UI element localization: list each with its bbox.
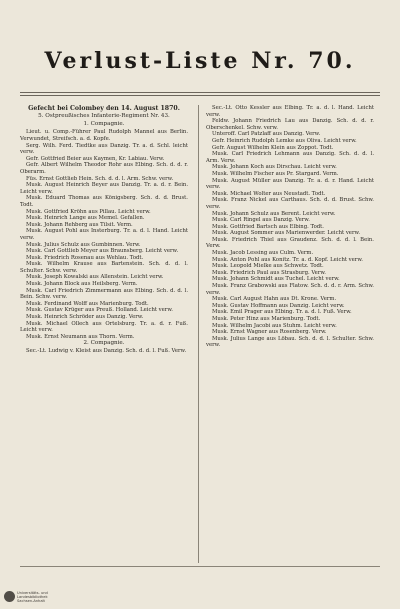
casualty-entry: Musk. Ernst Wagner aus Rosenberg. Verw.	[212, 329, 327, 336]
library-logo-icon	[4, 591, 15, 602]
title-rule-bottom	[20, 95, 380, 96]
left-entry-list	[20, 129, 188, 340]
casualty-entry: Musk. Heinrich Schröder aus Danzig. Verw.	[26, 314, 144, 321]
casualty-entry: Musk. Gottfried Kröhn aus Pillau. Leicht verw.	[26, 208, 151, 215]
column-separator	[198, 105, 199, 563]
casualty-entry: Musk. Johann Rehberg aus Tilsit. Verm.	[26, 221, 133, 228]
page-title: Verlust-Liste Nr. 70.	[44, 48, 356, 74]
casualty-entry: Musk. Heinrich Lange aus Memel. Gefallen.	[26, 215, 145, 222]
casualty-entry: Serg. Wilh. Ferd. Tiedtke aus Danzig. Tr. a. d. Schl. leicht verw.	[20, 142, 188, 156]
casualty-entry: Musk. Wilhelm Krause aus Bartenstein. Sch. d. d. l. Schulter. Schw. verw.	[20, 261, 188, 274]
casualty-entry: Musk. Wilhelm Fischer aus Pr. Stargard. Verm.	[212, 170, 339, 177]
casualty-entry: Musk. Carl Gottlieb Meyer aus Braunsberg. Leicht verw.	[26, 248, 179, 255]
casualty-entry: Musk. Friedrich Thiel aus Graudenz. Sch. d. d. l. Bein. Verw.	[206, 236, 374, 250]
right-entry-list	[206, 105, 374, 349]
bottom-rule	[20, 566, 380, 567]
casualty-entry: Musk. Johann Schulz aus Berent. Leicht verw.	[212, 210, 336, 217]
casualty-entry: Musk. Michael Ollech aus Ortelsburg. Tr. a. d. r. Fuß. Leicht verw.	[20, 320, 188, 334]
casualty-entry: Unteroff. Carl Patzlaff aus Danzig. Verw.	[212, 131, 321, 138]
casualty-entry: Füs. Ernst Gottlieb Hein. Sch. d. d. l. Arm. Schw. verw.	[26, 175, 174, 182]
casualty-entry: Musk. Leopold Mielke aus Schwetz. Todt.	[212, 263, 324, 270]
casualty-entry: Feldw. Johann Friedrich Lau aus Danzig. Sch. d. d. r. Oberschenkel. Schw. verw.	[206, 118, 374, 131]
casualty-entry: Musk. Gottfried Bartsch aus Elbing. Todt.	[212, 223, 324, 230]
casualty-entry: Gefr. Gottfried Beier aus Kaymen, Kr. Labiau. Verw.	[26, 155, 165, 162]
library-stamp-text: Universitäts- und Landesbibliothek Sachsen-Anhalt	[17, 591, 48, 604]
casualty-entry: Gefr. Heinrich Rudolph Lemke aus Oliva. Leicht verw.	[212, 137, 357, 144]
casualty-entry: Musk. Ernst Neumann aus Thorn. Verm.	[26, 333, 135, 340]
casualty-entry: Gefr. Albert Wilhelm Theodor Rohr aus Elbing. Sch. d. d. r. Oberarm.	[20, 162, 188, 175]
casualty-entry: Musk. Carl Ringel aus Danzig. Verw.	[212, 217, 310, 224]
casualty-entry: Lieut. u. Comp.-Führer Paul Rudolph Mannel aus Berlin. Verwundet, Streifsch. a. d. Kopfe.	[20, 129, 188, 142]
casualty-entry: Musk. Franz Nickel aus Carthaus. Sch. d. d. Brust. Schw. verw.	[206, 197, 374, 210]
regiment-heading: 5. Ostpreußisches Infanterie-Regiment Nr. 43.	[38, 113, 170, 120]
casualty-entry: Musk. Emil Prager aus Elbing. Tr. a. d. l. Fuß. Verw.	[212, 309, 352, 316]
casualty-entry: Musk. Joseph Kowalski aus Allenstein. Leicht verw.	[26, 274, 164, 281]
casualty-entry: Musk. Julius Schulz aus Gumbinnen. Verw.	[26, 241, 141, 248]
casualty-entry: Musk. Ferdinand Wolff aus Marienburg. Todt.	[26, 300, 149, 307]
casualty-entry: Musk. Friedrich Paul aus Strasburg. Verw.	[212, 269, 326, 276]
casualty-entry: Musk. Friedrich Rosenau aus Wehlau. Todt.	[26, 254, 144, 261]
casualty-entry: Musk. Carl Friedrich Zimmermann aus Elbing. Sch. d. d. l. Bein. Schw. verw.	[20, 287, 188, 301]
casualty-entry: Musk. August Pohl aus Insterburg. Tr. a. d. l. Hand. Leicht verw.	[20, 228, 188, 241]
casualty-entry: Musk. Johann Schmidt aus Tuchel. Leicht verw.	[212, 276, 340, 283]
casualty-entry: Musk. Jacob Lessing aus Culm. Verm.	[212, 250, 314, 257]
left-entry-list-2	[20, 348, 188, 355]
company-2-heading: 2. Compagnie.	[83, 340, 125, 347]
casualty-entry: Sec.-Lt. Ludwig v. Kleist aus Danzig. Sch. d. d. l. Fuß. Verw.	[26, 348, 187, 355]
casualty-entry: Musk. Johann Koch aus Dirschau. Leicht verw.	[212, 164, 337, 171]
casualty-entry: Gefr. August Wilhelm Klein aus Zoppot. Todt.	[212, 144, 334, 151]
casualty-entry: Musk. Carl August Hahn aus Dt. Krone. Verm.	[212, 296, 337, 303]
right-column	[206, 105, 374, 349]
casualty-entry: Musk. August Heinrich Beyer aus Danzig. Tr. a. d. r. Bein. Leicht verw.	[20, 182, 188, 195]
library-stamp	[4, 591, 60, 605]
battle-heading: Gefecht bei Colombey den 14. August 1870.	[28, 105, 180, 112]
casualty-entry: Musk. Gustav Krüger aus Preuß. Holland. Leicht verw.	[26, 307, 173, 314]
casualty-entry: Musk. August Müller aus Danzig. Tr. a. d. r. Hand. Leicht verw.	[206, 177, 374, 191]
company-heading: 1. Compagnie.	[83, 121, 125, 128]
casualty-entry: Musk. Peter Hinz aus Marienburg. Todt.	[212, 316, 321, 322]
casualty-entry: Musk. Gustav Hoffmann aus Danzig. Leicht verw.	[212, 302, 345, 309]
casualty-entry: Musk. Anton Pohl aus Konitz. Tr. a. d. Kopf. Leicht verw.	[212, 256, 363, 263]
casualty-entry: Musk. Wilhelm Jacobi aus Stuhm. Leicht verw.	[212, 322, 337, 329]
casualty-entry: Musk. Eduard Thomas aus Königsberg. Sch. d. d. Brust. Todt.	[20, 195, 188, 208]
left-column	[20, 105, 188, 355]
casualty-entry: Musk. Michael Wolter aus Neustadt. Todt.	[212, 190, 326, 197]
casualty-entry: Musk. August Sommer aus Marienwerder. Leicht verw.	[212, 230, 361, 237]
casualty-entry: Sec.-Lt. Otto Kessler aus Elbing. Tr. a. d. l. Hand. Leicht verw.	[206, 105, 374, 118]
casualty-entry: Musk. Johann Block aus Heilsberg. Verm.	[26, 281, 138, 288]
title-rule-top	[20, 92, 380, 93]
casualty-entry: Musk. Carl Friedrich Lehmann aus Danzig. Sch. d. d. l. Arm. Verw.	[206, 151, 374, 164]
casualty-entry: Musk. Julius Lange aus Löbau. Sch. d. d. l. Schulter. Schw. verw.	[206, 335, 374, 349]
casualty-entry: Musk. Franz Grabowski aus Flatow. Sch. d. d. r. Arm. Schw. verw.	[206, 283, 374, 296]
